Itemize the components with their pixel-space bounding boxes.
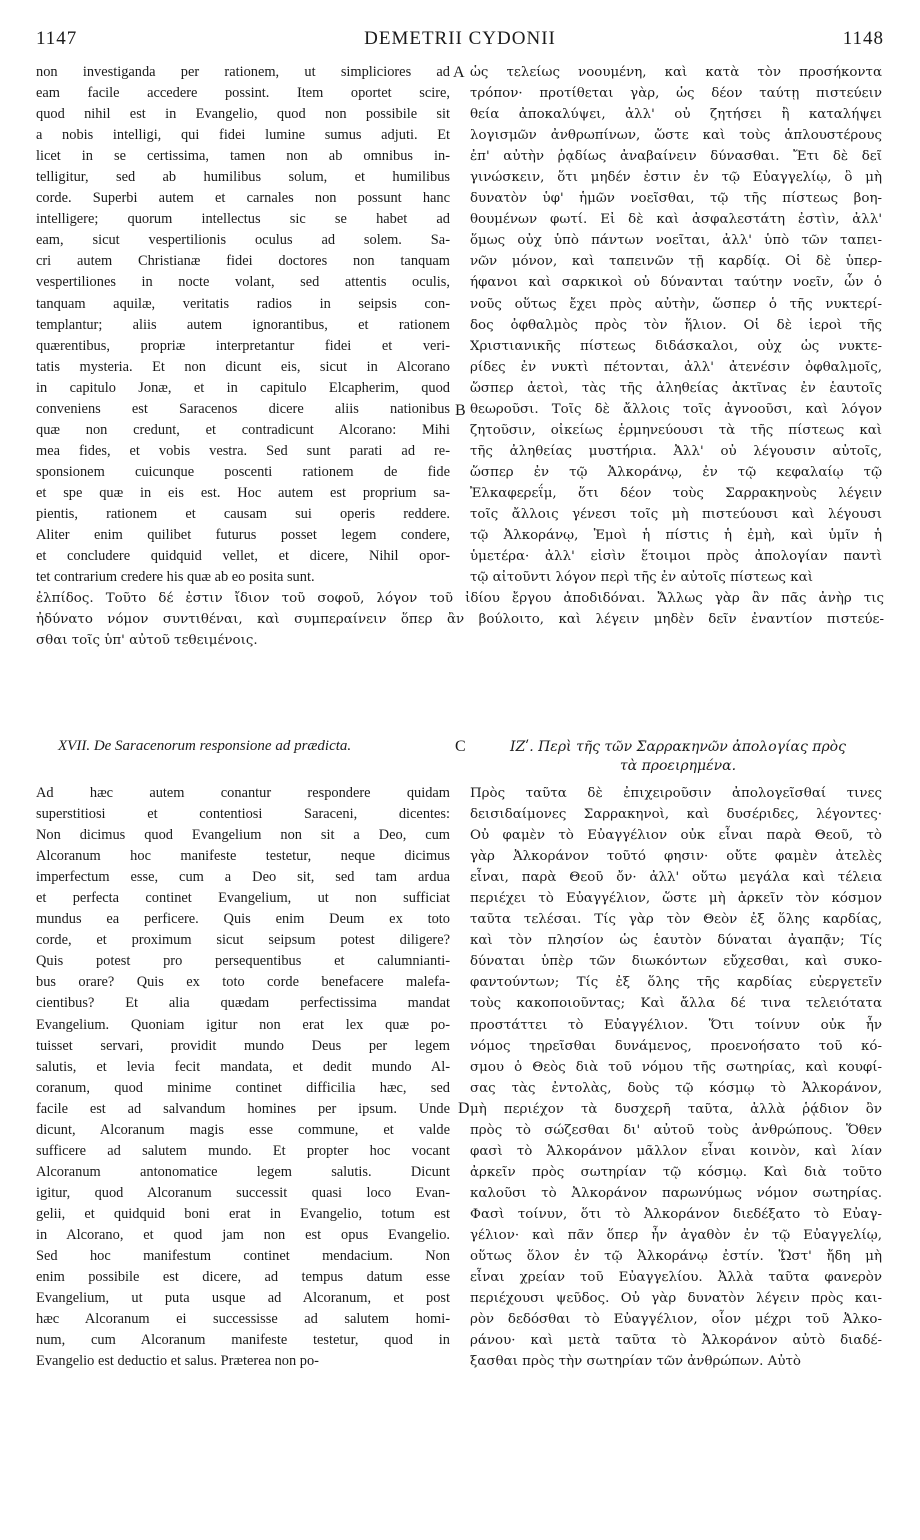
greek-top-line: ὥσπερ ἐν τῷ Ἀλκοράνῳ, ἐν τῷ κεφαλαίῳ τῷ	[470, 464, 882, 480]
greek-top-line: δος ὀφθαλμὸς πρὸς τὸν ἥλιον. Οἱ δὲ ἱεροὶ τῆς	[470, 317, 882, 333]
greek-top-line: θεία ἀποκαλύψει, ἀλλ' οὐ ζητήσει ἢ καταλήψει	[470, 107, 882, 123]
greek-top-line: θεωροῦσι. Τοῖς δὲ ἄλλοις τοῖς ἀγνοοῦσι, καὶ λόγον	[470, 401, 882, 417]
greek-column-bottom	[470, 783, 882, 1372]
greek-bottom-line: οὕτως ὅλον ἐν τῷ Ἀλκοράνῳ ἐστίν. Ὥστ' ἤδη μὴ	[470, 1249, 882, 1265]
left-page-number: 1147	[36, 28, 78, 49]
greek-bottom-line: καλοῦσι τὸ Ἀλκοράνον παρωνύμως νόμον σωτηρίας.	[470, 1185, 882, 1201]
latin-bottom-line: superstitiosi et contentiosi Saraceni, dicentes:	[36, 806, 450, 823]
latin-top-line: quæ non credunt, et contradicunt Alcorano: Mihi	[36, 421, 450, 438]
latin-top-line: eam facile accedere possint. Item oportet scire,	[36, 85, 450, 102]
latin-top-line: licet in se certissima, tamen non ab omnibus in-	[36, 148, 450, 165]
latin-bottom-line: Quis potest pro persequentibus et calumnianti-	[36, 953, 450, 970]
latin-bottom-line: num, cum Alcoranum manifeste testetur, quod in	[36, 1332, 450, 1349]
latin-bottom-line: coranum, quod minime continet difficilia hæc, sed	[36, 1079, 450, 1096]
latin-bottom-line: igitur, quod Alcoranum successit quasi loco Evan-	[36, 1184, 450, 1201]
greek-bottom-line: ἀρκεῖν πρὸς σωτηρίαν τῷ κόσμῳ. Καὶ διὰ τοῦτο	[470, 1164, 882, 1180]
greek-bottom-line: φασὶ τὸ Ἀλκοράνον μᾶλλον εἶναι κοινὸν, καὶ λίαν	[470, 1143, 882, 1159]
latin-top-line: eam, sicut vespertilionis oculus ad solem. Sa-	[36, 232, 450, 249]
latin-top-line: quærentibus, propriæ interpretantur fidei et veri-	[36, 337, 450, 354]
greek-bottom-line: μὴ περιέχον τὰ δυσχερῆ ταῦτα, ἀλλὰ ῥᾴδιον ὂν	[470, 1101, 882, 1117]
full-width-line: ἐλπίδος. Τοῦτο δέ ἐστιν ἴδιον τοῦ σοφοῦ, λόγον τοῦ ἰδίου ἔργου ἀποδιδόναι. Ἄλλως γὰρ ἂν πᾶς ἀνὴρ τις	[36, 591, 884, 606]
latin-bottom-line: Alcoranum antonomatice legem salutis. Dicunt	[36, 1163, 450, 1180]
latin-bottom-line: facile est ad salvandum homines per ipsum. Unde	[36, 1100, 450, 1117]
greek-top-line: ἐπ' αὐτὴν ῥᾳδίως ἀναβαίνειν δύνασθαι. Ἔτι δὲ δεῖ	[470, 149, 882, 165]
latin-top-line: quod nihil est in Evangelio, quod non possibile sit	[36, 106, 450, 123]
latin-bottom-line: et perfecta continet Evangelium, ut non sufficiat	[36, 890, 450, 907]
section-marker-a: A	[453, 64, 465, 81]
greek-heading-line: ΙΖʹ. Περὶ τῆς τῶν Σαρρακηνῶν ἀπολογίας πρὸς	[510, 739, 846, 755]
greek-heading-line: τὰ προειρημένα.	[619, 758, 737, 774]
running-title: DEMETRII CYDONII	[364, 28, 556, 49]
full-width-line: σθαι τοῖς ὑπ' αὐτοῦ τεθειμένοις.	[36, 633, 258, 648]
latin-bottom-line: Evangelio est deductio et salus. Præterea non po-	[36, 1353, 319, 1370]
latin-bottom-line: Ad hæc autem conantur respondere quidam	[36, 785, 450, 801]
greek-bottom-line: Πρὸς ταῦτα δὲ ἐπιχειροῦσιν ἀπολογεῖσθαί τινες	[470, 786, 882, 801]
latin-top-line: sponsionem cuicunque poscenti rationem de fide	[36, 463, 450, 480]
greek-bottom-line: γὰρ Ἀλκοράνον τοῦτό φησιν· οὔτε φαμὲν ἀτελὲς	[470, 849, 882, 865]
latin-bottom-line: Evangelium. Quoniam igitur non erat lex quæ po-	[36, 1016, 450, 1033]
greek-bottom-line: ράνου· καὶ μετὰ ταῦτα τὸ Ἀλκοράνον αὐτὸ διαδέ-	[470, 1333, 882, 1349]
greek-bottom-line: περιέχουσι ψεῦδος. Οὐ γὰρ δυνατὸν λέγειν πρὸς και-	[470, 1291, 882, 1307]
section-marker-b: B	[455, 402, 466, 419]
greek-top-line: Ἐλκαφερεΐμ, ὅτι δέον τοὺς Σαρρακηνοὺς λέγειν	[470, 485, 882, 501]
greek-bottom-line: γέλιον· καὶ πᾶν ὅπερ ἦν ἀγαθὸν ἐν τῷ Εὐαγγελίῳ,	[470, 1227, 882, 1243]
greek-top-line: δυνατὸν ὑφ' ἡμῶν νοεῖσθαι, τῷ τῆς πίστεως βοη-	[470, 191, 882, 207]
latin-top-line: intelligere; quorum intellectus sic se habet ad	[36, 211, 450, 228]
greek-bottom-line: δύναται ὑπὲρ τῶν διωκόντων εὔχεσθαι, καὶ συκο-	[470, 954, 882, 970]
latin-column-top	[36, 62, 450, 588]
right-page-number: 1148	[842, 28, 884, 49]
latin-bottom-line: Non dicimus quod Evangelium non sit a Deo, cum	[36, 827, 450, 844]
latin-top-line: tatis mysteria. Et non dicunt eis, sicut in Alcorano	[36, 358, 450, 375]
greek-top-line: τρόπον· προτίθεται γὰρ, ὡς δέον ταύτῃ πιστεύειν	[470, 86, 882, 102]
latin-bottom-line: imperfectum esse, cum a Deo sit, sed tam ardua	[36, 869, 450, 886]
latin-top-line: templantur; aliis autem ignorantibus, et rationem	[36, 316, 450, 333]
greek-bottom-line: εἶναι χρείαν τοῦ Εὐαγγελίου. Ἀλλὰ ταῦτα φανερὸν	[470, 1270, 882, 1286]
latin-bottom-line: gelii, et quidquid boni erat in Evangelio, totum est	[36, 1205, 450, 1222]
section-marker-d: D	[458, 1100, 470, 1117]
greek-bottom-line: νόμος τηρεῖσθαι δυνάμενος, προενοήσατο τοῦ κό-	[470, 1038, 882, 1054]
greek-bottom-line: ρὸν δεδόσθαι τὸ Εὐαγγέλιον, οἷον μέχρι τοῦ Ἀλκο-	[470, 1312, 882, 1328]
greek-top-line: τῷ Ἀλκοράνῳ, Ἐμοὶ ἡ πίστις ἡ ἐμὴ, καὶ ὑμῖν ἡ	[470, 528, 882, 544]
latin-top-line: non investiganda per rationem, ut simpliciores ad	[36, 64, 450, 80]
greek-top-line: τῆς ἀληθείας μυστήρια. Ἀλλ' οὐ λέγουσιν αὐτοῖς,	[470, 443, 882, 459]
latin-top-line: mea fides, et vobis vestra. Sed sunt parati ad re-	[36, 442, 450, 459]
greek-bottom-line: φαντούντων; Τίς ἐξ ὅλης τῆς καρδίας εὐεργετεῖν	[470, 975, 882, 991]
latin-bottom-line: dicunt, Alcoranum magis esse commune, et valde	[36, 1121, 450, 1138]
greek-section-heading	[478, 738, 878, 776]
latin-top-line: tanquam aquilæ, veritatis radios in seipsis con-	[36, 295, 450, 312]
greek-top-line: ήφανοι καὶ σαρκικοὶ οὐ δύνανται ταύτην νοεῖν, ὧν ὁ	[470, 275, 882, 291]
greek-bottom-line: τοὺς κακοποιοῦντας; Καὶ ἄλλα δέ τινα τελειότατα	[470, 996, 882, 1012]
latin-top-line: conveniens est Saracenos dicere aliis nationibus	[36, 400, 450, 417]
greek-top-line: ὡς τελείως νοουμένη, καὶ κατὰ τὸν προσήκοντα	[470, 65, 882, 80]
greek-top-line: θουμένων φωτί. Εἰ δὲ καὶ ἀσφαλεστάτη ἐστὶν, ἀλλ'	[470, 212, 882, 228]
latin-top-line: tet contrarium credere his quæ ab eo posita sunt.	[36, 569, 315, 586]
full-width-line: ἠδύνατο νόμον συντιθέναι, καὶ συμπεραίνειν ὅπερ ἂν βούλοιτο, καὶ λέγειν μηδὲν δεῖν ἐναντίον πιστεύε-	[36, 612, 884, 627]
latin-bottom-line: Sed hoc manifestum continet mendacium. Non	[36, 1248, 450, 1265]
greek-top-line: ζητοῦσιν, οἰκείως ἑρμηνεύουσι τὰ τῆς πίστεως καὶ	[470, 422, 882, 438]
greek-top-line: λογισμῶν ἀνθρωπίνων, ὥστε καὶ τοὺς ἁπλουστέρους	[470, 128, 882, 144]
latin-top-line: Aliter enim quilibet futurus posset legem condere,	[36, 527, 450, 544]
greek-bottom-line: σας τὰς ἐντολὰς, δοὺς τῷ κόσμῳ τὸ Ἀλκοράνον,	[470, 1080, 882, 1096]
latin-bottom-line: Evangelium, ut puta usque ad Alcoranum, et post	[36, 1290, 450, 1307]
greek-bottom-line: περιέχει τὸ Εὐαγγέλιον, ὥστε μὴ ἀρκεῖν τὸν κόσμον	[470, 891, 882, 907]
latin-column-bottom	[36, 783, 450, 1372]
latin-bottom-line: tuisset servari, providit mundo Deus per legem	[36, 1037, 450, 1054]
section-marker-c: C	[455, 738, 466, 755]
greek-bottom-line: Φασὶ τοίνυν, ὅτι τὸ Ἀλκοράνον διεδέξατο τὸ Εὐαγ-	[470, 1206, 882, 1222]
greek-bottom-line: ταῦτα τελέσαι. Τίς γὰρ τὸν Θεὸν ἐξ ὅλης καρδίας,	[470, 912, 882, 928]
latin-bottom-line: cientibus? Et alia quædam perfectissima mandat	[36, 995, 450, 1012]
greek-bottom-line: σμου ὁ Θεὸς διὰ τοῦ νόμου τῆς σωτηρίας, καὶ κουφί-	[470, 1059, 882, 1075]
greek-top-line: νοῦς οὕτως ἔχει πρὸς αὐτὴν, ὥσπερ ὁ τῆς νυκτερί-	[470, 296, 882, 312]
latin-bottom-line: bus orare? Quis ex toto corde benefacere malefa-	[36, 974, 450, 991]
greek-bottom-line: προστάττει τὸ Εὐαγγέλιον. Ὅτι τοίνυν οὐκ ἦν	[470, 1017, 882, 1033]
running-header	[36, 28, 884, 56]
latin-bottom-line: salutis, et levia fecit mandata, et dedit mundo Al-	[36, 1058, 450, 1075]
latin-top-line: pientis, rationem et causam sui operis reddere.	[36, 505, 450, 522]
latin-top-line: telligitur, sed ab humilibus solum, et humilibus	[36, 169, 450, 186]
greek-bottom-line: πρὸς τὸ σώζεσθαι δι' αὐτοῦ τοὺς ἀνθρώπους. Ὅθεν	[470, 1122, 882, 1138]
greek-top-line: ρίδες ἐν νυκτὶ πέτονται, ἀλλ' ἀτενέσιν ὀφθαλμοῖς,	[470, 359, 882, 375]
greek-top-line: τῷ αἰτοῦντι λόγον περὶ τῆς ἐν αὐτοῖς πίστεως καὶ	[470, 570, 813, 586]
greek-bottom-line: δεισιδαίμονες Σαρρακηνοὶ, καὶ δυσέριδες, λέγοντες·	[470, 807, 882, 823]
latin-bottom-line: enim possibile est dicere, ad tempus datum esse	[36, 1269, 450, 1286]
greek-top-line: Χριστιανικῆς πίστεως διδάσκαλοι, οὐχ ὡς νυκτε-	[470, 338, 882, 354]
greek-top-line: ὅμως οὐχ ὑπὸ πάντων νοεῖται, ἀλλ' ὑπὸ τῶν ταπει-	[470, 233, 882, 249]
greek-bottom-line: καὶ τὸν πλησίον ὡς ἑαυτὸν δύναται ἀγαπᾷν; Τίς	[470, 933, 882, 949]
latin-bottom-line: corde, et proximum sicut seipsum potest diligere?	[36, 932, 450, 949]
greek-column-top	[470, 62, 882, 588]
latin-top-line: corde. Superbi autem et carnales non possunt hanc	[36, 190, 450, 207]
greek-bottom-line: ξασθαι πρὸς τὴν σωτηρίαν τῶν ἀνθρώπων. Αὐτὸ	[470, 1354, 801, 1370]
latin-bottom-line: hæc Alcoranum ei successisse ad salutem homi-	[36, 1311, 450, 1328]
latin-top-line: et spe quæ in eis est. Hoc autem est proprium sa-	[36, 484, 450, 501]
greek-top-line: ὑμετέρα· ἀλλ' εἰσὶν ἕτοιμοι πρὸς ἀπολογίαν παντὶ	[470, 549, 882, 565]
greek-top-line: γινώσκειν, ὅτι μηδέν ἐστιν ἐν τῷ Εὐαγγελίῳ, ὃ μὴ	[470, 170, 882, 186]
greek-top-line: νῶν μόνον, καὶ ταπεινῶν τῇ καρδίᾳ. Οἱ δὲ ὑπερ-	[470, 254, 882, 270]
greek-bottom-line: Οὐ φαμὲν τὸ Εὐαγγέλιον οὐκ εἶναι παρὰ Θεοῦ, τὸ	[470, 828, 882, 844]
latin-top-line: in capitulo Jonæ, et in capitulo Elcapherim, quod	[36, 379, 450, 396]
latin-bottom-line: mundus ea perficere. Quis enim Deum ex toto	[36, 911, 450, 928]
latin-top-line: a nobis intelligi, qui fidei lumine sumus adjuti. Et	[36, 127, 450, 144]
latin-bottom-line: Alcoranum hoc manifeste testetur, neque dicimus	[36, 848, 450, 865]
latin-top-line: cri autem Christianæ fidei doctores non tanquam	[36, 253, 450, 270]
latin-top-line: et concludere quidquid vellet, et dicere, Nihil opor-	[36, 548, 450, 565]
latin-section-heading: XVII. De Saracenorum responsione ad prædicta.	[58, 738, 352, 754]
latin-bottom-line: sufficere ad salutem mundo. Et propter hoc vocant	[36, 1142, 450, 1159]
greek-top-line: τοῖς ἄλλοις γένεσι τοῖς μὴ πιστεύουσι καὶ λέγουσι	[470, 506, 882, 522]
latin-top-line: vespertiliones in nocte volant, sed attentis oculis,	[36, 274, 450, 291]
greek-top-line: ὥσπερ ἀετοὶ, τὰς τῆς ἀληθείας ἀκτῖνας ἐν ἑαυτοῖς	[470, 380, 882, 396]
greek-bottom-line: εἶναι, παρὰ Θεοῦ ὄν· ἀλλ' οὕτω μεγάλα καὶ τέλεια	[470, 870, 882, 886]
latin-bottom-line: in Alcorano, et quod jam non est opus Evangelio.	[36, 1226, 450, 1243]
